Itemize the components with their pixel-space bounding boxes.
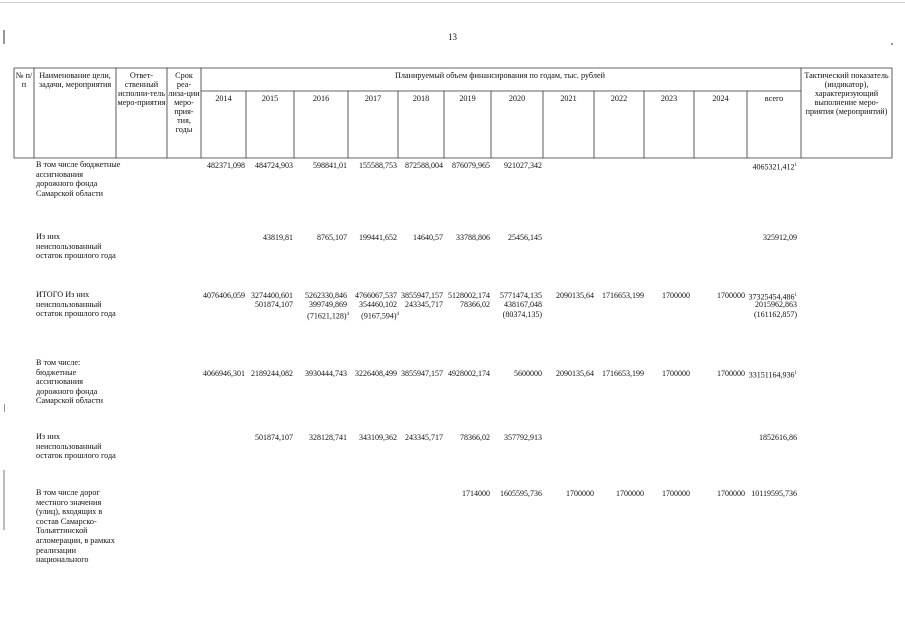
row1-total: 325912,09: [763, 233, 797, 242]
row-label-3: В том числе: бюджетные ассигнования дорожного фонда Самарской области: [36, 358, 104, 406]
row-label-4: Из них неиспользованный остаток прошлого года: [36, 432, 116, 461]
row2-2019-b: 78366,02: [460, 300, 490, 309]
scan-speck: [891, 43, 893, 45]
year-2024: 2024: [712, 94, 729, 103]
row1-2016: 8765,107: [317, 233, 347, 242]
top-rule: [0, 2, 905, 3]
header-responsible: Ответ-ственный исполни-тель меро-приятия: [117, 71, 166, 107]
row0-2016: 598841,01: [313, 161, 347, 170]
row-label-1: Из них неиспользованный остаток прошлого года: [36, 232, 116, 261]
row2-2015-b: 501874,107: [255, 300, 293, 309]
row1-2018: 14640,57: [413, 233, 443, 242]
row5-2020: 1605595,736: [500, 489, 542, 498]
scan-speck: [4, 404, 5, 412]
row3-total: 33151164,936$^1$: [748, 370, 797, 380]
row4-2019: 78366,02: [460, 433, 490, 442]
row2-2014: 4076406,059: [203, 291, 245, 300]
row2-2021: 2090135,64: [556, 291, 594, 300]
row2-2017-c: $(9167,594)^4$: [361, 311, 399, 321]
year-2023: 2023: [660, 94, 678, 103]
row2-2016-c: $(71621,128)^4$: [307, 311, 349, 321]
row2-2019: 5128002,174: [448, 291, 490, 300]
year-2018: 2018: [412, 94, 430, 103]
row4-2018: 243345,717: [405, 433, 443, 442]
year-2019: 2019: [459, 94, 476, 103]
row3-2022: 1716653,199: [602, 369, 644, 378]
row5-2022: 1700000: [616, 489, 644, 498]
row5-2019: 1714000: [462, 489, 490, 498]
row-label-5: В том числе дорог местного значения (улиц), входящих в состав Самарско-Тольяттинской агломерации, в рамках реализации национального: [36, 488, 115, 565]
row0-2017: 155588,753: [359, 161, 397, 170]
row2-2017-b: 354460,102: [359, 300, 397, 309]
row-label-0: В том числе бюджетные ассигнования дорожного фонда Самарской области: [36, 160, 121, 198]
row4-total: 1852616,86: [759, 433, 797, 442]
row2-2022: 1716653,199: [602, 291, 644, 300]
row5-2024: 1700000: [717, 489, 745, 498]
row0-2018: 872588,004: [405, 161, 443, 170]
row4-2020: 357792,913: [504, 433, 542, 442]
row4-2015: 501874,107: [255, 433, 293, 442]
row1-2015: 43819,81: [263, 233, 293, 242]
row2-2020: 5771474,135: [500, 291, 542, 300]
year-2014: 2014: [215, 94, 232, 103]
header-num: № п/п: [15, 71, 33, 89]
row2-2018: 3855947,157: [401, 291, 443, 300]
row5-total: 10119595,736: [751, 489, 797, 498]
scan-speck: [3, 30, 5, 44]
row3-2019: 4928002,174: [448, 369, 490, 378]
row3-2017: 3226408,499: [355, 369, 397, 378]
row2-2016-b: 399749,869: [309, 300, 347, 309]
row2-2015: 3274400,601: [251, 291, 293, 300]
row3-2014: 4066946,301: [203, 369, 245, 378]
row2-2024: 1700000: [717, 291, 745, 300]
scan-speck: [3, 470, 5, 530]
header-term: Срок реа-лиза-ции меро-прия-тия, годы: [168, 71, 200, 134]
header-planned: Планируемый объем финансирования по годам, тыс. рублей: [395, 71, 605, 80]
row3-2023: 1700000: [662, 369, 690, 378]
row2-2023: 1700000: [662, 291, 690, 300]
year-2015: 2015: [261, 94, 279, 103]
row1-2019: 33788,806: [456, 233, 490, 242]
row3-2015: 2189244,082: [251, 369, 293, 378]
year-2020: 2020: [508, 94, 526, 103]
row3-2020: 5600000: [514, 369, 542, 378]
row3-2018: 3855947,157: [401, 369, 443, 378]
header-name: Наименование цели, задачи, мероприятия: [38, 71, 112, 89]
year-2016: 2016: [312, 94, 330, 103]
row2-2017: 4766067,537: [355, 291, 397, 300]
row3-2024: 1700000: [717, 369, 745, 378]
row0-2019: 876079,965: [452, 161, 490, 170]
year-2022: 2022: [610, 94, 628, 103]
row2-2018-b: 243345,717: [405, 300, 443, 309]
row0-2015: 484724,903: [255, 161, 293, 170]
row2-total-c: (161162,857): [753, 310, 797, 319]
row1-2020: 25456,145: [508, 233, 542, 242]
row5-2023: 1700000: [662, 489, 690, 498]
row-label-2: ИТОГО Из них неиспользованный остаток прошлого года: [36, 290, 116, 319]
row4-2017: 343109,362: [359, 433, 397, 442]
year-2021: 2021: [560, 94, 577, 103]
row0-total: 4065321,412$^1$: [752, 162, 797, 172]
row2-2016: 5262330,846: [305, 291, 347, 300]
row4-2016: 328128,741: [309, 433, 347, 442]
header-indicator: Тактический показатель (индикатор), характеризующий выполнение меро-приятия (мероприятий): [804, 71, 889, 116]
row3-2016: 3930444,743: [305, 369, 347, 378]
row5-2021: 1700000: [566, 489, 594, 498]
row1-2017: 199441,652: [359, 233, 397, 242]
year-total: всего: [764, 94, 784, 103]
row2-total-b: 2015962,863: [755, 300, 797, 309]
row3-2021: 2090135,64: [556, 369, 594, 378]
row0-2020: 921027,342: [504, 161, 542, 170]
row2-2020-c: (80374,135): [502, 310, 542, 319]
row0-2014: 482371,098: [207, 161, 245, 170]
year-2017: 2017: [364, 94, 382, 103]
row2-2020-b: 438167,048: [504, 300, 542, 309]
row2-total: 37325454,486$^1$: [748, 292, 797, 302]
page-number: 13: [448, 32, 457, 42]
